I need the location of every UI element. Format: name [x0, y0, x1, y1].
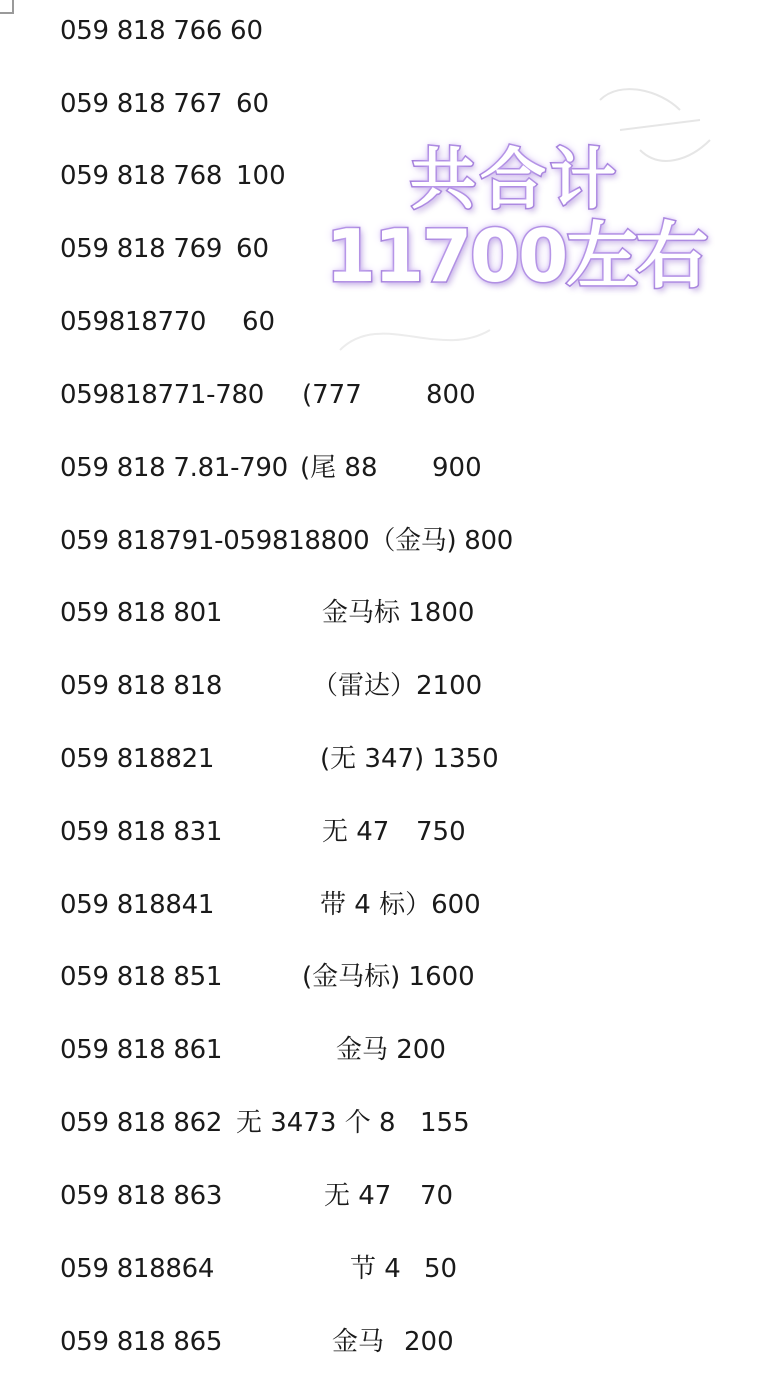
list-item — [0, 593, 772, 633]
price: 900 — [432, 453, 482, 483]
price: 70 — [420, 1181, 454, 1211]
price: 800 — [426, 380, 476, 410]
phone-number: 059 818 863 — [60, 1181, 223, 1211]
phone-number: 059 818 801 — [60, 598, 223, 628]
row-note: 金马 200 — [336, 1035, 446, 1065]
row-note: （雷达）2100 — [312, 671, 483, 701]
list-item — [0, 11, 772, 51]
row-note: (777 — [302, 380, 362, 410]
row-note: 节 4 — [350, 1254, 401, 1284]
phone-number: 059 818821 — [60, 744, 215, 774]
total-overlay-amount: 11700左右 — [325, 214, 707, 298]
price: 50 — [424, 1254, 458, 1284]
list-item — [0, 375, 772, 415]
list-item — [0, 1249, 772, 1289]
list-item — [0, 1103, 772, 1143]
phone-number: 059 818791-059818800（金马) 800 — [60, 526, 514, 556]
list-item — [0, 812, 772, 852]
list-item — [0, 448, 772, 488]
row-note: (金马标) 1600 — [302, 962, 475, 992]
price-note: 100 — [236, 161, 286, 191]
phone-number: 059 818841 — [60, 890, 215, 920]
price: 155 — [420, 1108, 470, 1138]
phone-number: 059 818 767 — [60, 89, 223, 119]
list-item — [0, 1322, 772, 1362]
list-item — [0, 302, 772, 342]
phone-number: 059 818864 — [60, 1254, 215, 1284]
phone-number: 059818771-780 — [60, 380, 264, 410]
price: 200 — [404, 1327, 454, 1357]
phone-number: 059 818 831 — [60, 817, 223, 847]
phone-number: 059 818 7.81-790 — [60, 453, 288, 483]
row-note: (尾 88 — [300, 453, 378, 483]
price-note: 60 — [242, 307, 276, 337]
phone-number: 059 818 862 — [60, 1108, 223, 1138]
row-note: (无 347) 1350 — [320, 744, 499, 774]
phone-number: 059 818 851 — [60, 962, 223, 992]
phone-number: 059 818 769 — [60, 234, 223, 264]
list-item — [0, 957, 772, 997]
phone-number: 059818770 — [60, 307, 207, 337]
price: 750 — [416, 817, 466, 847]
list-item — [0, 84, 772, 124]
row-note: 金马 — [332, 1327, 385, 1357]
list-item — [0, 521, 772, 561]
list-item — [0, 1176, 772, 1216]
row-note: 无 47 — [324, 1181, 392, 1211]
list-item — [0, 666, 772, 706]
list-item — [0, 885, 772, 925]
price-note: 60 — [236, 89, 270, 119]
price-note: 60 — [230, 16, 264, 46]
phone-number: 059 818 818 — [60, 671, 223, 701]
total-overlay-label: 共合计 — [410, 141, 620, 218]
phone-number: 059 818 861 — [60, 1035, 223, 1065]
row-note: 无 3473 个 8 — [236, 1108, 396, 1138]
list-item — [0, 1030, 772, 1070]
row-note: 金马标 1800 — [322, 598, 475, 628]
phone-number: 059 818 766 — [60, 16, 223, 46]
phone-number: 059 818 768 — [60, 161, 223, 191]
phone-number: 059 818 865 — [60, 1327, 223, 1357]
row-note: 无 47 — [322, 817, 390, 847]
list-item — [0, 739, 772, 779]
row-note: 带 4 标）600 — [320, 890, 481, 920]
price-note: 60 — [236, 234, 270, 264]
